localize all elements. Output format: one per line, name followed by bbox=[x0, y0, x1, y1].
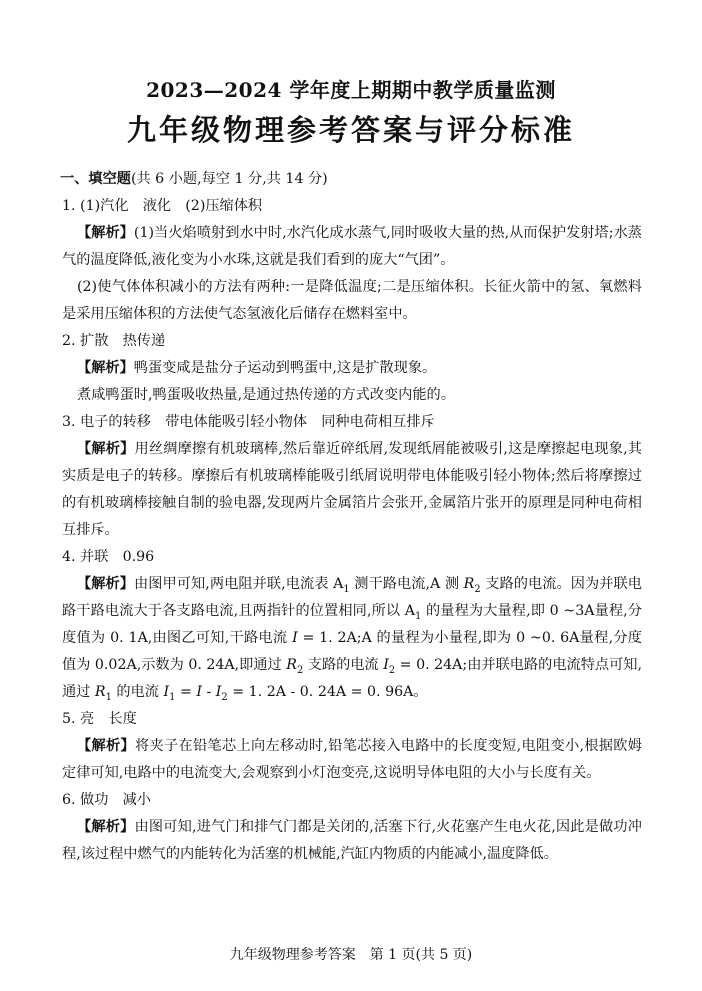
document-title: 九年级物理参考答案与评分标准 bbox=[126, 113, 575, 147]
analysis-tag: 【解析】 bbox=[77, 738, 135, 754]
q4-text: - bbox=[201, 684, 216, 700]
q4-subscript: 1 bbox=[343, 583, 350, 595]
analysis-tag: 【解析】 bbox=[77, 819, 135, 835]
q6-analysis bbox=[62, 814, 642, 868]
q4-variable: I bbox=[383, 657, 389, 673]
q2-answer: 2. 扩散 热传递 bbox=[62, 333, 166, 349]
section-heading-note: (共 6 小题,每空 1 分,共 14 分) bbox=[130, 171, 328, 187]
q2-analysis-text-1: 鸭蛋变咸是盐分子运动到鸭蛋中,这是扩散现象。 bbox=[133, 360, 437, 376]
q4-subscript: 1 bbox=[105, 691, 112, 703]
q5-analysis bbox=[62, 733, 642, 787]
q4-variable: I bbox=[163, 684, 170, 700]
q4-text: = 1. 2A - 0. 24A = 0. 96A。 bbox=[227, 684, 428, 700]
q4-analysis bbox=[62, 571, 642, 706]
q3-analysis bbox=[62, 436, 642, 544]
q1-answer: 1. (1)汽化 液化 (2)压缩体积 bbox=[62, 198, 263, 214]
exam-title: 2023—2024 学年度上期期中教学质量监测 bbox=[146, 78, 556, 102]
q1-analysis-1 bbox=[62, 220, 642, 274]
analysis-tag: 【解析】 bbox=[77, 576, 135, 592]
q4-text: = bbox=[175, 684, 197, 700]
q3-analysis-text: 用丝绸摩擦有机玻璃棒,然后靠近碎纸屑,发现纸屑能被吸引,这是摩擦起电现象,其实质是电子的转移。摩擦后有机玻璃棒能吸引纸屑说明带电体能吸引轻小物体;然后将摩擦过的有机玻璃棒接触自制的验电器,发现两片金属箔片会张开,金属箔片张开的原理是同种电荷相互排斥。 bbox=[62, 441, 642, 538]
q4-subscript: 2 bbox=[296, 664, 304, 676]
q4-variable: R bbox=[286, 657, 297, 673]
analysis-tag: 【解析】 bbox=[77, 225, 134, 241]
q4-variable: R bbox=[94, 684, 106, 700]
page-footer: 九年级物理参考答案 第 1 页(共 5 页) bbox=[229, 947, 473, 963]
q4-variable: I bbox=[196, 684, 202, 700]
q2-analysis-1 bbox=[62, 355, 642, 382]
q4-subscript: 2 bbox=[474, 583, 481, 595]
q4-subscript: 2 bbox=[221, 691, 228, 703]
section-heading-label: 一、填空题 bbox=[60, 171, 131, 187]
analysis-tag: 【解析】 bbox=[77, 360, 134, 376]
answer-content bbox=[62, 166, 642, 868]
q1-analysis-2: (2)使气体体积减小的方法有两种:一是降低温度;二是压缩体积。长征火箭中的氢、氧燃料是采用压缩体积的方法使气态氢液化后储存在燃料室中。 bbox=[62, 279, 642, 322]
section-heading bbox=[60, 166, 642, 193]
q6-analysis-text: 由图可知,进气门和排气门都是关闭的,活塞下行,火花塞产生电火花,因此是做功冲程,该过程中燃气的内能转化为活塞的机械能,汽缸内物质的内能减小,温度降低。 bbox=[62, 819, 642, 862]
q4-text: 测干路电流,A 测 bbox=[349, 576, 464, 592]
q6-answer: 6. 做功 减小 bbox=[62, 792, 151, 808]
q5-analysis-text: 将夹子在铅笔芯上向左移动时,铅笔芯接入电路中的长度变短,电阻变小,根据欧姆定律可知,电路中的电流变大,会观察到小灯泡变亮,这说明导体电阻的大小与长度有关。 bbox=[62, 738, 642, 781]
analysis-tag: 【解析】 bbox=[77, 441, 135, 457]
q4-answer: 4. 并联 0.96 bbox=[62, 549, 155, 565]
q4-text: = 0. 24A;由并联电路的电流特点可知,通过 bbox=[62, 657, 642, 700]
q3-answer: 3. 电子的转移 带电体能吸引轻小物体 同种电荷相互排斥 bbox=[62, 414, 435, 430]
q2-analysis-2: 煮咸鸭蛋时,鸭蛋吸收热量,是通过热传递的方式改变内能的。 bbox=[77, 387, 455, 403]
q4-text: 支路的电流 bbox=[303, 657, 384, 673]
q4-variable: I bbox=[292, 630, 298, 646]
q4-text: 支路的电流。因为并联电路干路电流大于各支路电流,且两指针的位置相同,所以 A bbox=[62, 576, 642, 619]
q4-subscript: 1 bbox=[169, 691, 176, 703]
q4-variable: R bbox=[463, 576, 475, 592]
q4-text: 的电流 bbox=[111, 684, 164, 700]
q4-subscript: 2 bbox=[388, 664, 396, 676]
q4-text: 的量程为大量程,即 0 ~3A量程,分度值为 0. 1A,由图乙可知,干路电流 bbox=[62, 603, 642, 646]
q4-subscript: 1 bbox=[415, 610, 422, 622]
q5-answer: 5. 亮 长度 bbox=[62, 711, 137, 727]
q1-analysis-text-1: (1)当火焰喷射到水中时,水汽化成水蒸气,同时吸收大量的热,从而保护发射塔;水蒸气的温度降低,液化变为小水珠,这就是我们看到的庞大“气团”。 bbox=[62, 225, 642, 268]
q4-variable: I bbox=[215, 684, 222, 700]
q4-text: 由图甲可知,两电阻并联,电流表 A bbox=[134, 576, 344, 592]
q4-text: = 1. 2A;A 的量程为小量程,即为 0 ~0. 6A量程,分度值为 0.02A,示数为 0. 24A,即通过 bbox=[62, 630, 642, 673]
